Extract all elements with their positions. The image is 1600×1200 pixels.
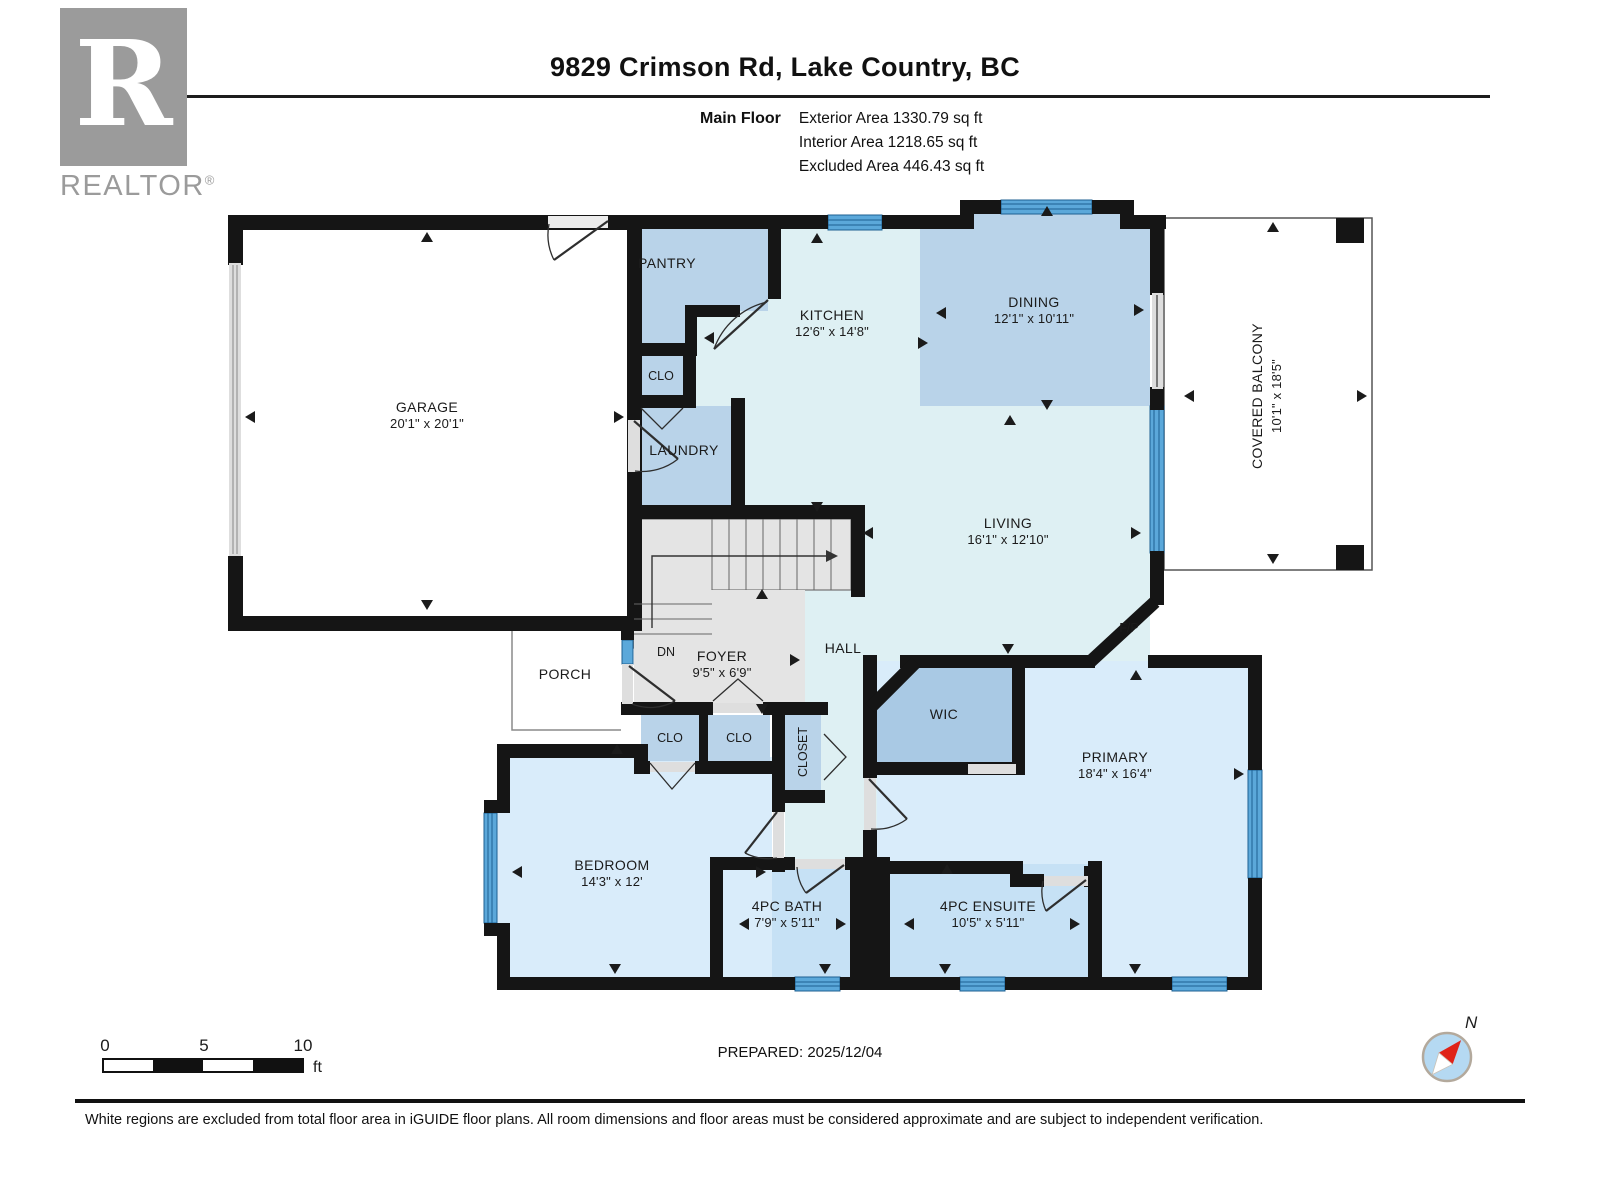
bath-label: 4PC BATH (751, 898, 823, 914)
dining-label: DINING (1008, 294, 1060, 310)
laundry-label: LAUNDRY (649, 442, 719, 458)
living-dims: 16'1" x 12'10" (967, 532, 1049, 547)
realtor-wordmark: REALTOR® (60, 170, 216, 202)
front-door-opening (622, 664, 633, 704)
registered-mark: ® (204, 172, 216, 188)
clo-right-label: CLO (726, 731, 752, 745)
bedroom-label: BEDROOM (574, 857, 650, 873)
closet-label: CLOSET (796, 726, 810, 778)
primary-side-window (1248, 770, 1262, 878)
fireplace-label: F/P (1119, 621, 1139, 635)
bedroom-door-opening (773, 812, 784, 858)
bath-dims: 7'9" x 5'11" (754, 915, 820, 930)
pantry-floor-2 (641, 309, 687, 345)
scale-unit: ft (313, 1059, 322, 1076)
realtor-r-glyph: R (74, 14, 173, 153)
pantry-label: PANTRY (638, 255, 696, 271)
living-window (1150, 406, 1164, 553)
footer-divider (75, 1099, 1525, 1103)
primary-dims: 18'4" x 16'4" (1078, 766, 1152, 781)
primary-bottom-window (1172, 977, 1227, 991)
floor-label: Main Floor (700, 110, 781, 127)
clo-right-opening (713, 703, 763, 713)
balcony-label: COVERED BALCONY (1249, 322, 1265, 470)
balcony-dims: 10'1" x 18'5" (1269, 359, 1284, 433)
porch-label: PORCH (538, 666, 592, 682)
garage-door (229, 263, 241, 556)
wic-opening (968, 764, 1016, 774)
bath-window (795, 977, 840, 991)
excluded-area: Excluded Area 446.43 sq ft (798, 158, 985, 175)
page-title: 9829 Crimson Rd, Lake Country, BC (549, 52, 1020, 82)
disclaimer-text: White regions are excluded from total floor area in iGUIDE floor plans. All room dimensions and floor areas must be considered approximate and are subject to independent verification. (85, 1112, 1264, 1128)
ensuite-window (960, 977, 1005, 991)
bath-door-opening (795, 859, 845, 869)
garage-label: GARAGE (395, 399, 459, 415)
foyer-dims: 9'5" x 6'9" (692, 665, 752, 680)
ensuite-label: 4PC ENSUITE (939, 898, 1037, 914)
foyer-label: FOYER (696, 648, 748, 664)
scale-tick-10: 10 (293, 1036, 313, 1055)
scale-tick-0: 0 (100, 1036, 110, 1055)
compass-north-label: N (1465, 1013, 1478, 1032)
clo-left-label: CLO (657, 731, 683, 745)
interior-area: Interior Area 1218.65 sq ft (798, 134, 978, 151)
ensuite-dims: 10'5" x 5'11" (951, 915, 1025, 930)
scale-tick-5: 5 (199, 1036, 209, 1055)
stairs-dn-label: DN (656, 645, 676, 659)
wic-label: WIC (929, 706, 959, 722)
hall-label: HALL (824, 640, 862, 656)
garage-dims: 20'1" x 20'1" (390, 416, 464, 431)
kitchen-label: KITCHEN (799, 307, 865, 323)
prepared-date: PREPARED: 2025/12/04 (717, 1044, 883, 1061)
bedroom-window (484, 813, 497, 923)
laundry-door-opening (628, 420, 640, 472)
dining-dims: 12'1" x 10'11" (993, 311, 1075, 326)
exterior-area: Exterior Area 1330.79 sq ft (798, 110, 983, 127)
clo-upper-label: CLO (648, 369, 674, 383)
kitchen-dims: 12'6" x 14'8" (795, 324, 869, 339)
kitchen-window (828, 215, 882, 230)
living-label: LIVING (983, 515, 1033, 531)
foyer-sidelite-window (622, 640, 633, 664)
bedroom-dims: 14'3" x 12' (581, 874, 643, 889)
primary-label: PRIMARY (1081, 749, 1149, 765)
balcony-floor (1164, 218, 1372, 570)
